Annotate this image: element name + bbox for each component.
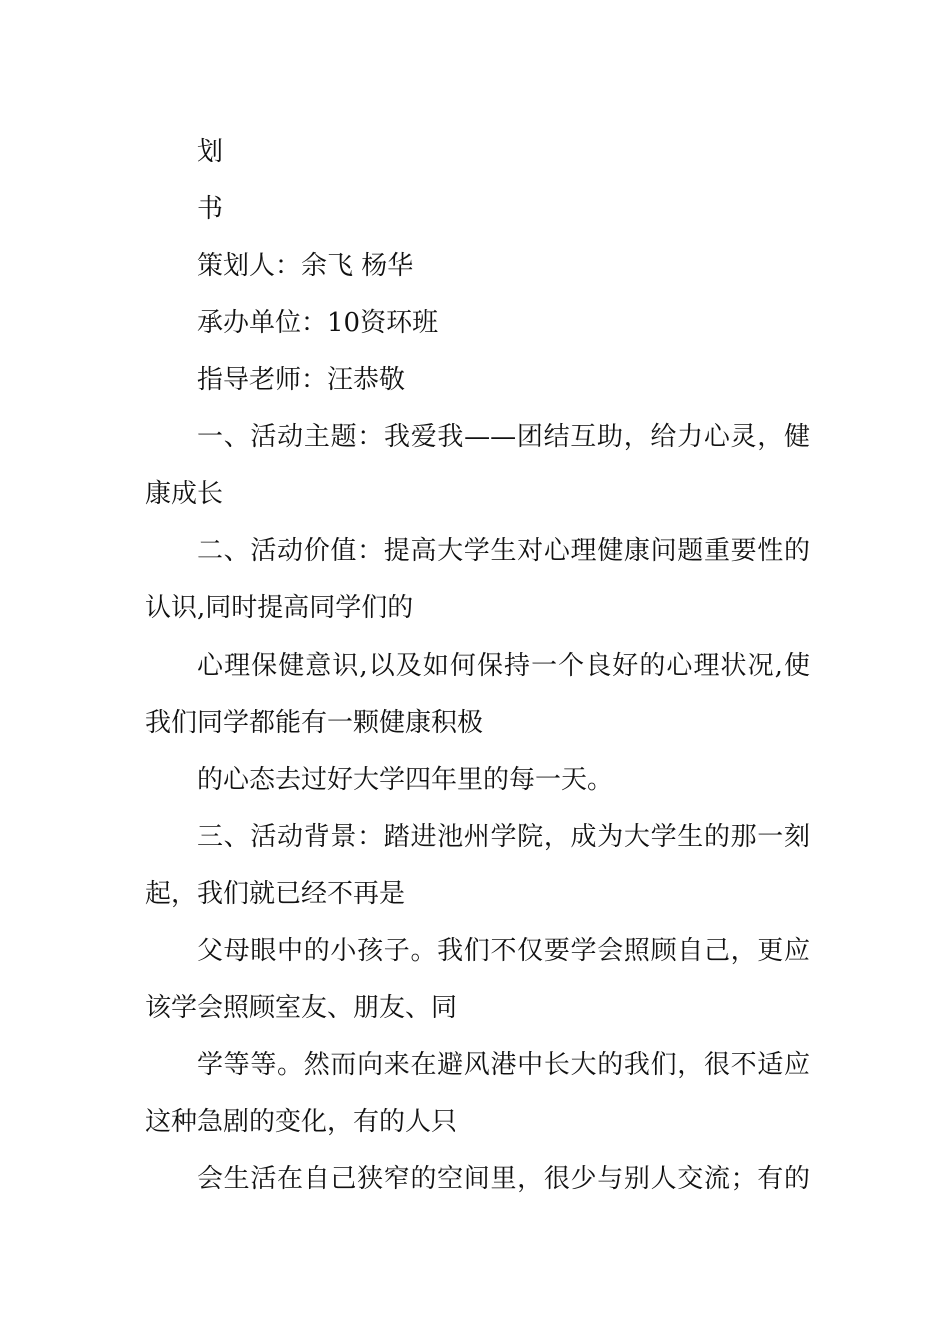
title-fragment-shu: 书 <box>197 194 224 224</box>
background-line-7: 会生活在自己狭窄的空间里，很少与别人交流；有的 <box>197 1164 810 1194</box>
title-fragment-hua: 划 <box>197 137 224 167</box>
value-line-1: 二、活动价值：提高大学生对心理健康问题重要性的 <box>197 536 810 566</box>
background-line-4: 该学会照顾室友、朋友、同 <box>145 993 458 1023</box>
theme-line-2: 康成长 <box>145 479 224 509</box>
value-line-2: 认识,同时提高同学们的 <box>145 593 414 623</box>
planner-line: 策划人：余飞 杨华 <box>197 251 414 281</box>
background-line-1: 三、活动背景：踏进池州学院，成为大学生的那一刻 <box>197 822 810 852</box>
value-line-4: 我们同学都能有一颗健康积极 <box>145 708 484 738</box>
value-line-3: 心理保健意识,以及如何保持一个良好的心理状况,使 <box>197 651 810 681</box>
advisor-line: 指导老师：汪恭敬 <box>197 365 406 395</box>
background-line-3: 父母眼中的小孩子。我们不仅要学会照顾自己，更应 <box>197 936 810 966</box>
value-line-5: 的心态去过好大学四年里的每一天。 <box>197 765 614 795</box>
background-line-6: 这种急剧的变化，有的人只 <box>145 1107 458 1137</box>
background-line-2: 起，我们就已经不再是 <box>145 879 406 909</box>
theme-line-1: 一、活动主题：我爱我——团结互助，给力心灵，健 <box>197 422 810 452</box>
background-line-5: 学等等。然而向来在避风港中长大的我们，很不适应 <box>197 1050 810 1080</box>
organizer-line: 承办单位：10资环班 <box>197 308 439 338</box>
